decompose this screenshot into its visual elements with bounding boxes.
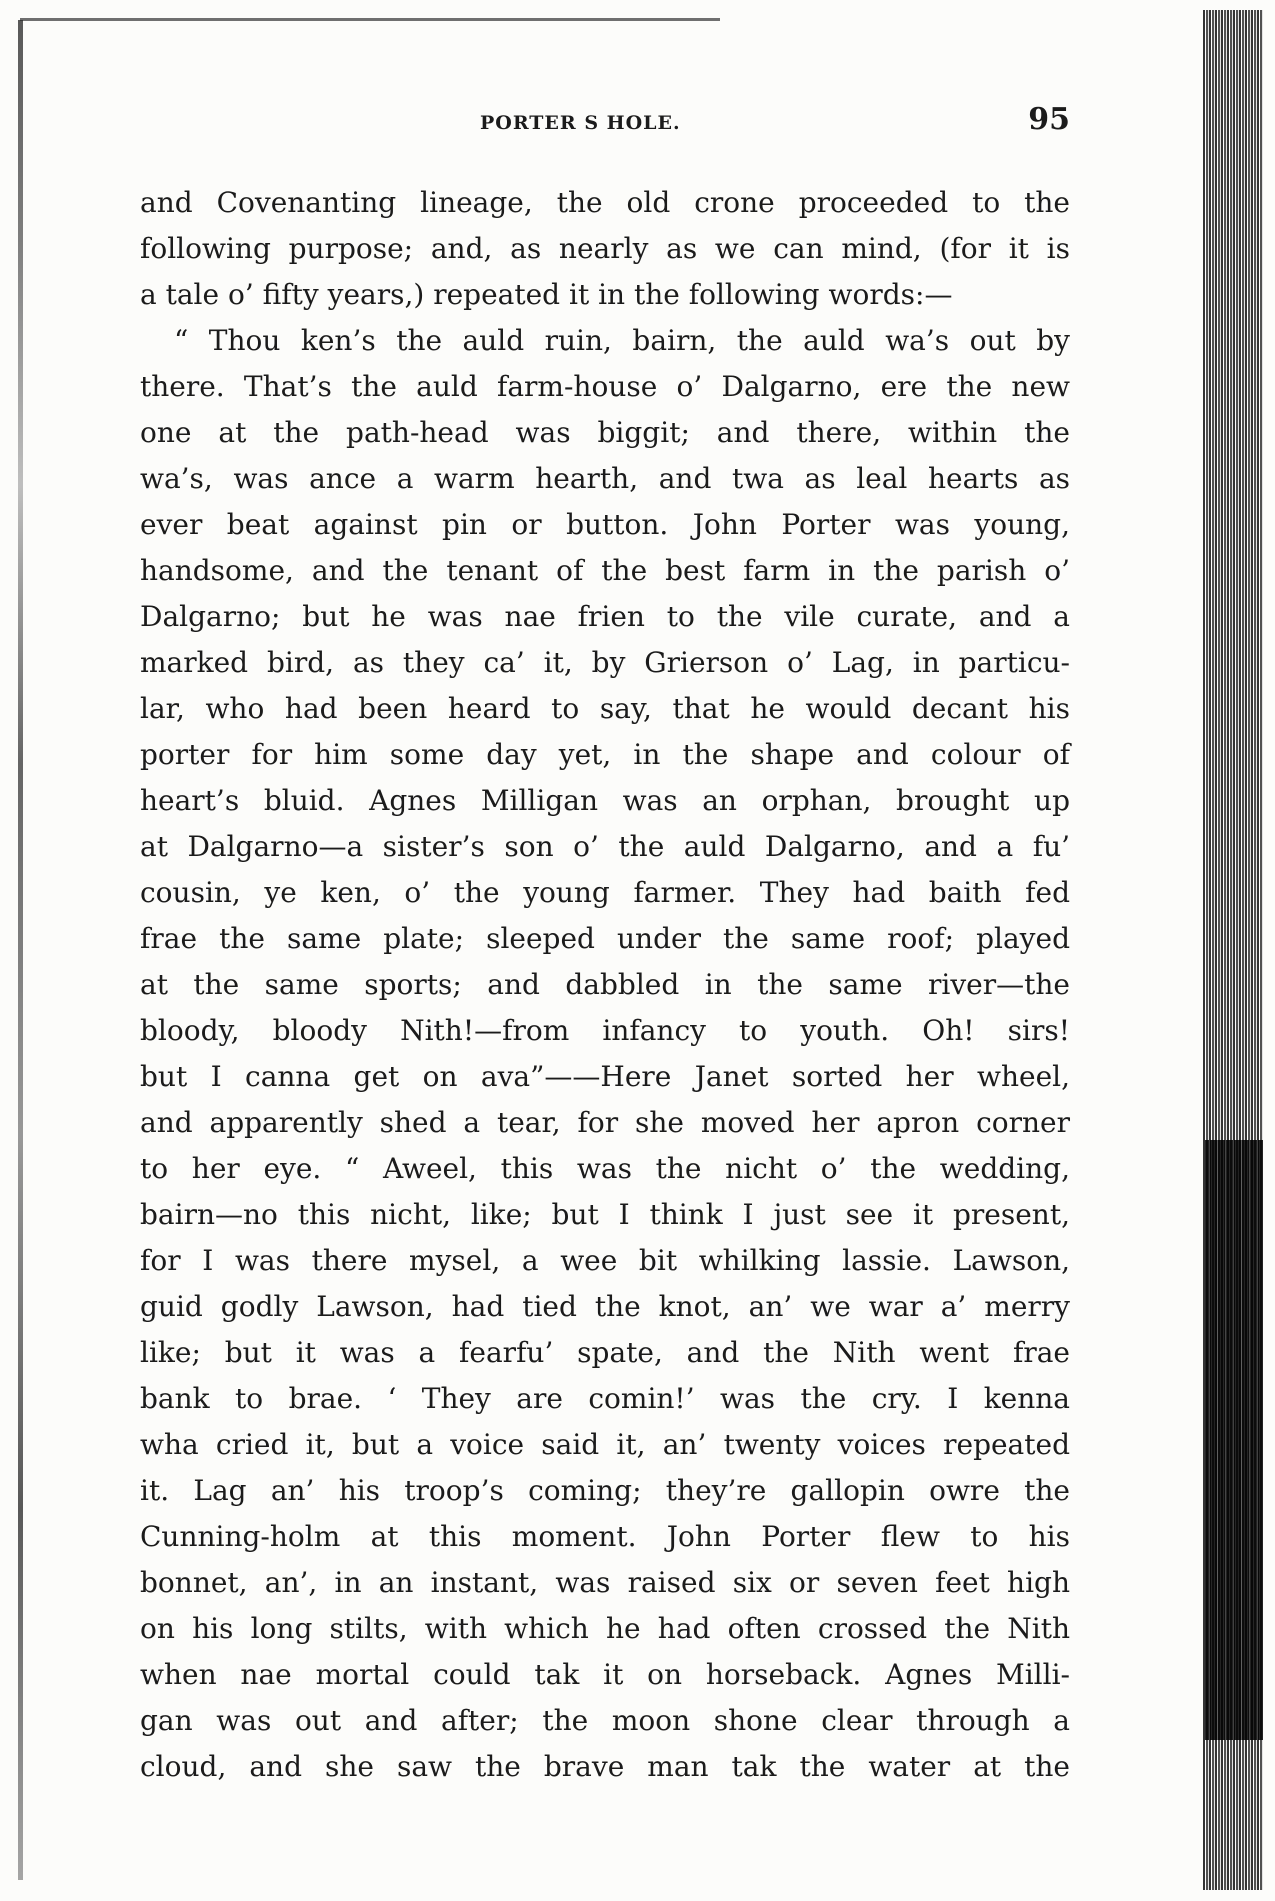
text-line-3: a tale o’ fifty years,) repeated it in the following words:— — [140, 278, 953, 311]
text-line-27: bank to brae. ‘ They are comin!’ was the cry. I kenna — [140, 1382, 1070, 1415]
text-line-8: ever beat against pin or button. John Porter was young, — [140, 508, 1070, 541]
text-line-24: for I was there mysel, a wee bit whilking lassie. Lawson, — [140, 1244, 1070, 1277]
text-line-34: gan was out and after; the moon shone clear through a — [140, 1704, 1070, 1737]
text-line-12: lar, who had been heard to say, that he would decant his — [140, 692, 1070, 725]
text-line-5: there. That’s the auld farm-house o’ Dalgarno, ere the new — [140, 370, 1070, 403]
page-number: 95 — [1028, 102, 1070, 137]
text-line-30: Cunning-holm at this moment. John Porter flew to his — [140, 1520, 1070, 1553]
text-line-35: cloud, and she saw the brave man tak the water at the — [140, 1750, 1070, 1783]
page-right-edge-shadow — [1205, 1140, 1263, 1740]
text-line-7: wa’s, was ance a warm hearth, and twa as leal hearts as — [140, 462, 1070, 495]
text-line-9: handsome, and the tenant of the best farm in the parish o’ — [140, 554, 1070, 587]
text-line-15: at Dalgarno—a sister’s son o’ the auld Dalgarno, and a fu’ — [140, 830, 1070, 863]
page-left-edge — [18, 20, 23, 1880]
body-text — [140, 180, 1070, 1790]
text-line-2: following purpose; and, as nearly as we can mind, (for it is — [140, 232, 1070, 265]
text-line-18: at the same sports; and dabbled in the same river—the — [140, 968, 1070, 1001]
page-header — [140, 102, 1070, 142]
text-line-32: on his long stilts, with which he had often crossed the Nith — [140, 1612, 1070, 1645]
text-line-33: when nae mortal could tak it on horseback. Agnes Milli- — [140, 1658, 1070, 1691]
text-line-10: Dalgarno; but he was nae frien to the vile curate, and a — [140, 600, 1070, 633]
text-line-28: wha cried it, but a voice said it, an’ twenty voices repeated — [140, 1428, 1070, 1461]
text-line-31: bonnet, an’, in an instant, was raised six or seven feet high — [140, 1566, 1070, 1599]
text-line-19: bloody, bloody Nith!—from infancy to youth. Oh! sirs! — [140, 1014, 1070, 1047]
text-line-17: frae the same plate; sleeped under the same roof; played — [140, 922, 1070, 955]
text-line-20: but I canna get on ava”——Here Janet sorted her wheel, — [140, 1060, 1070, 1093]
text-line-29: it. Lag an’ his troop’s coming; they’re gallopin owre the — [140, 1474, 1070, 1507]
text-line-1: and Covenanting lineage, the old crone proceeded to the — [140, 186, 1070, 219]
running-head: PORTER S HOLE. — [480, 112, 681, 134]
page-top-edge — [20, 18, 720, 21]
text-line-22: to her eye. “ Aweel, this was the nicht o’ the wedding, — [140, 1152, 1070, 1185]
text-line-16: cousin, ye ken, o’ the young farmer. They had baith fed — [140, 876, 1070, 909]
text-line-21: and apparently shed a tear, for she moved her apron corner — [140, 1106, 1070, 1139]
text-line-14: heart’s bluid. Agnes Milligan was an orphan, brought up — [140, 784, 1070, 817]
text-line-26: like; but it was a fearfu’ spate, and the Nith went frae — [140, 1336, 1070, 1369]
text-line-13: porter for him some day yet, in the shape and colour of — [140, 738, 1070, 771]
text-line-11: marked bird, as they ca’ it, by Grierson o’ Lag, in particu- — [140, 646, 1070, 679]
text-line-23: bairn—no this nicht, like; but I think I just see it present, — [140, 1198, 1070, 1231]
text-line-6: one at the path-head was biggit; and there, within the — [140, 416, 1070, 449]
text-line-4: “ Thou ken’s the auld ruin, bairn, the auld wa’s out by — [174, 324, 1070, 357]
text-line-25: guid godly Lawson, had tied the knot, an’ we war a’ merry — [140, 1290, 1070, 1323]
